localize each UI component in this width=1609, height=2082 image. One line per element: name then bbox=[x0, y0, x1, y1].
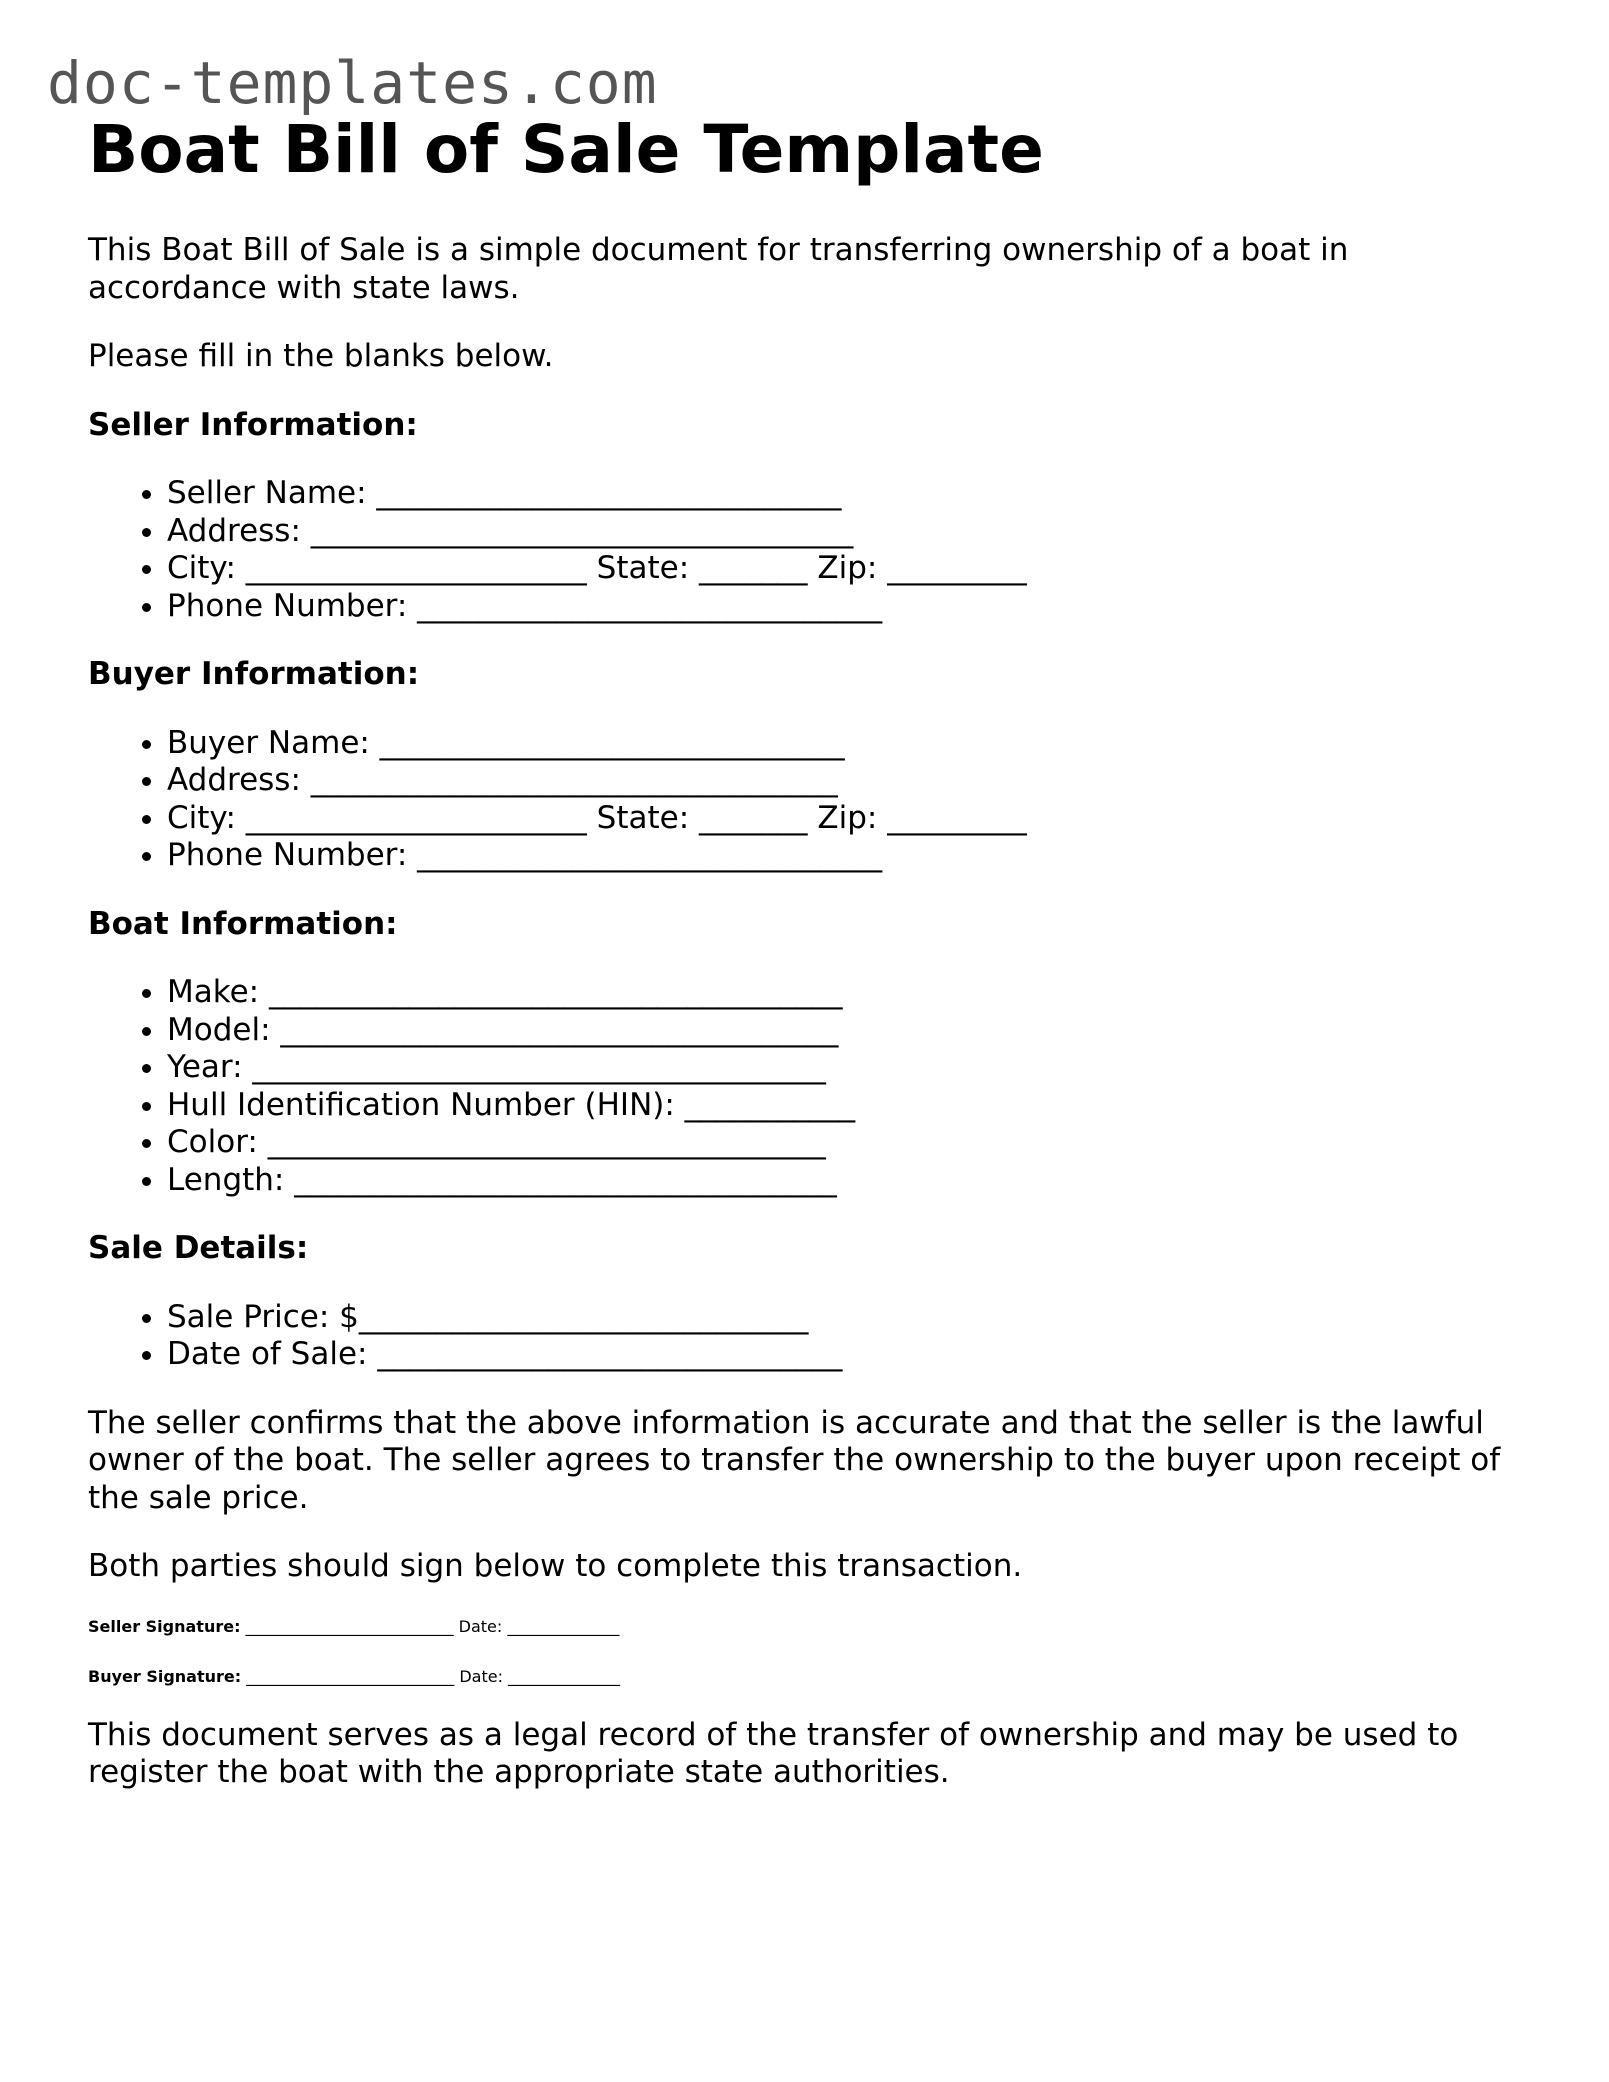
intro-paragraph: This Boat Bill of Sale is a simple document for transferring ownership of a boat in accordance with state laws. bbox=[88, 232, 1349, 306]
signing-instructions: Both parties should sign below to complete this transaction. bbox=[88, 1548, 1023, 1584]
buyer-section-heading: Buyer Information: bbox=[88, 656, 420, 692]
buyer-city-state-zip-field: • City: ______________________ State: _______ Zip: _________ bbox=[167, 800, 1528, 838]
buyer-signature-blanks: __________________________ Date: ______________ bbox=[241, 1666, 621, 1686]
boat-model-field: • Model: ____________________________________ bbox=[167, 1012, 1528, 1050]
boat-length-field: • Length: ___________________________________ bbox=[167, 1162, 1528, 1200]
seller-signature-blanks: __________________________ Date: ______________ bbox=[240, 1616, 620, 1636]
boat-make-field: • Make: _____________________________________ bbox=[167, 974, 1528, 1012]
boat-section-heading: Boat Information: bbox=[88, 905, 398, 942]
seller-signature-line bbox=[88, 1617, 1528, 1636]
boat-color-field: • Color: ____________________________________ bbox=[167, 1124, 1528, 1162]
seller-phone-field: • Phone Number: ______________________________ bbox=[167, 588, 1528, 626]
sale-section-heading: Sale Details: bbox=[88, 1230, 309, 1266]
boat-year-field: • Year: _____________________________________ bbox=[167, 1049, 1528, 1087]
document-title: Boat Bill of Sale Template bbox=[88, 111, 1044, 188]
closing-paragraph: This document serves as a legal record of the transfer of ownership and may be used to register the boat with the appropriate state authorities. bbox=[88, 1716, 1459, 1790]
buyer-signature-line bbox=[88, 1667, 1528, 1686]
watermark: doc-templates.com bbox=[47, 49, 658, 117]
seller-name-field: • Seller Name: ______________________________ bbox=[167, 475, 1528, 513]
buyer-address-field: • Address: __________________________________ bbox=[167, 762, 1528, 800]
seller-city-state-zip-field: • City: ______________________ State: _______ Zip: _________ bbox=[167, 550, 1528, 588]
seller-confirmation-paragraph: The seller confirms that the above information is accurate and that the seller is the lawful owner of the boat. The seller agrees to transfer the ownership to the buyer upon receipt of the sale price. bbox=[88, 1404, 1501, 1516]
sale-price-field: • Sale Price: $_____________________________ bbox=[167, 1299, 1528, 1337]
fill-instructions: Please fill in the blanks below. bbox=[88, 338, 554, 374]
buyer-fields-list bbox=[88, 725, 1528, 875]
document-page bbox=[88, 110, 1528, 1792]
seller-address-field: • Address: ___________________________________ bbox=[167, 513, 1528, 551]
buyer-signature-label: Buyer Signature: bbox=[88, 1666, 242, 1686]
seller-signature-label: Seller Signature: bbox=[88, 1616, 241, 1636]
buyer-phone-field: • Phone Number: ______________________________ bbox=[167, 837, 1528, 875]
boat-fields-list bbox=[88, 974, 1528, 1199]
buyer-name-field: • Buyer Name: ______________________________ bbox=[167, 725, 1528, 763]
seller-section-heading: Seller Information: bbox=[88, 406, 418, 443]
sale-fields-list bbox=[88, 1299, 1528, 1374]
sale-date-field: • Date of Sale: ______________________________ bbox=[167, 1336, 1528, 1374]
boat-hin-field: • Hull Identification Number (HIN): ___________ bbox=[167, 1087, 1528, 1125]
seller-fields-list bbox=[88, 475, 1528, 625]
